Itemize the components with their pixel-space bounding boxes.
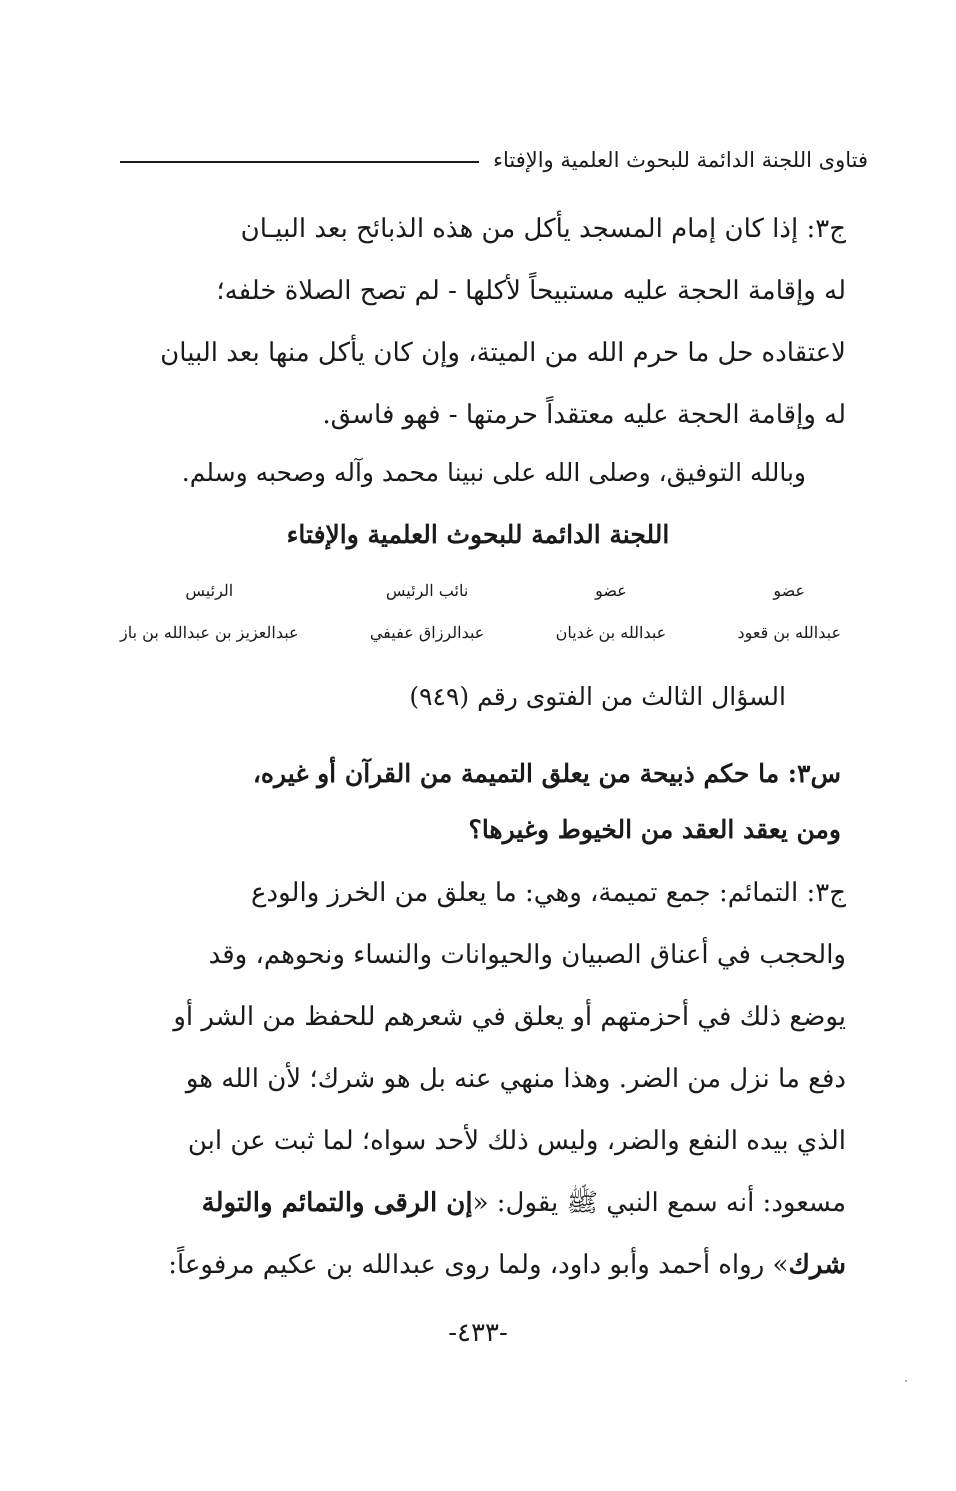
answer-2-text: مسعود: أنه سمع النبي ﷺ يقول: « — [472, 1188, 846, 1218]
committee-title: اللجنة الدائمة للبحوث العلمية والإفتاء — [286, 520, 670, 549]
question-3 — [118, 746, 841, 858]
running-header — [120, 140, 868, 180]
answer-1-line: ج٣: إذا كان إمام المسجد يأكل من هذه الذبائح بعد البيـان — [240, 214, 846, 244]
signatory-name: عبدالله بن غديان — [555, 623, 667, 642]
question-line: ومن يعقد العقد من الخيوط وغيرها؟ — [468, 815, 841, 844]
hadith-quote: إن الرقى والتمائم والتولة — [201, 1188, 473, 1218]
signatory — [120, 578, 299, 646]
answer-1-line: له وإقامة الحجة عليه مستبيحاً لأكلها - لم تصح الصلاة خلفه؛ — [216, 276, 846, 306]
answer-1-line: لاعتقاده حل ما حرم الله من الميتة، وإن كان يأكل منها بعد البيان — [160, 338, 846, 368]
answer-1-line: له وإقامة الحجة عليه معتقداً حرمتها - فهو فاسق. — [322, 400, 846, 430]
signatory — [737, 578, 841, 646]
signatory-role: الرئيس — [185, 581, 234, 600]
answer-2-line — [118, 1172, 846, 1234]
answer-2-line: والحجب في أعناق الصبيان والحيوانات والنساء ونحوهم، وقد — [208, 940, 846, 970]
answer-1 — [118, 198, 846, 446]
running-title: فتاوى اللجنة الدائمة للبحوث العلمية والإفتاء — [493, 148, 868, 172]
closing-salutation: وبالله التوفيق، وصلى الله على نبينا محمد وآله وصحبه وسلم. — [181, 458, 806, 487]
answer-2-line: يوضع ذلك في أحزمتهم أو يعلق في شعرهم للحفظ من الشر أو — [173, 1002, 846, 1032]
answer-2-text: » رواه أحمد وأبو داود، ولما روى عبدالله بن عكيم مرفوعاً: — [168, 1250, 789, 1280]
question-line: س٣: ما حكم ذبيحة من يعلق التميمة من القرآن أو غيره، — [252, 759, 841, 788]
answer-2-line: دفع ما نزل من الضر. وهذا منهي عنه بل هو شرك؛ لأن الله هو — [185, 1064, 846, 1094]
signatory-role: عضو — [595, 581, 627, 600]
answer-2-line: ج٣: التمائم: جمع تميمة، وهي: ما يعلق من الخرز والودع — [251, 878, 846, 908]
signatory-name: عبدالرزاق عفيفي — [369, 623, 485, 642]
signatories — [120, 578, 841, 646]
signatory — [370, 578, 485, 646]
answer-2-line — [118, 1234, 846, 1296]
signatory-name: عبدالله بن قعود — [737, 623, 841, 642]
answer-2-line: الذي بيده النفع والضر، وليس ذلك لأحد سواه؛ لما ثبت عن ابن — [187, 1126, 846, 1156]
signatory-name: عبدالعزيز بن عبدالله بن باز — [120, 623, 299, 642]
signatory-role: نائب الرئيس — [385, 581, 469, 600]
scan-speck — [905, 1380, 907, 1382]
page-number: -٤٣٣- — [448, 1318, 508, 1348]
fatwa-reference: السؤال الثالث من الفتوى رقم (٩٤٩) — [409, 682, 786, 711]
answer-2 — [118, 862, 846, 1296]
signatory — [556, 578, 667, 646]
hadith-quote-end: شرك — [788, 1250, 846, 1280]
signatory-role: عضو — [773, 581, 806, 600]
header-rule — [120, 161, 479, 163]
